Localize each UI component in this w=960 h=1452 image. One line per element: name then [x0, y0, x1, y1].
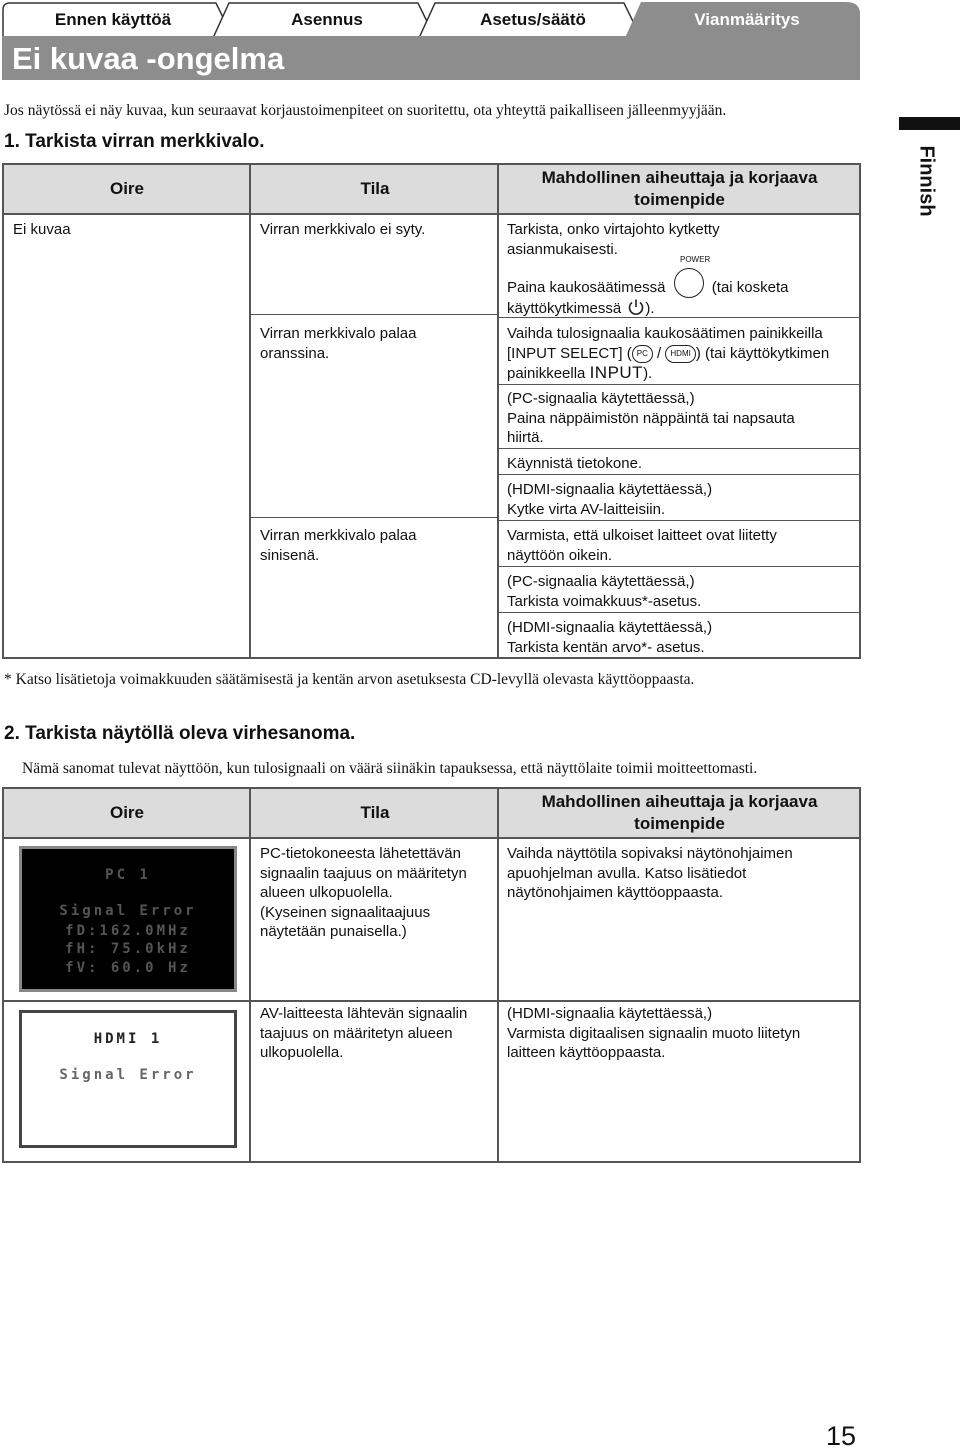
osd-line: fH: 75.0kHz	[65, 941, 191, 957]
status-cell-1: Virran merkkivalo ei syty.	[260, 221, 426, 238]
power-symbol-icon	[627, 298, 645, 316]
status-line: PC-tietokoneesta lähetettävän	[260, 845, 461, 862]
remedy-8	[507, 572, 701, 611]
status-cell-hdmi	[260, 1004, 467, 1063]
col-header-remedy-l1: Mahdollinen aiheuttaja ja korjaava	[541, 168, 818, 187]
remedy-text: Paina kaukosäätimessä	[507, 279, 666, 296]
col-header-oire: Oire	[109, 803, 145, 822]
status-cell-2	[260, 324, 416, 363]
tab-label: Asennus	[291, 10, 363, 29]
remedy-line: näyttöön oikein.	[507, 546, 613, 564]
remedy-text: ).	[643, 365, 653, 382]
remedy-text: /	[657, 344, 662, 362]
status-line: ulkopuolella.	[260, 1044, 344, 1061]
remedy-9	[507, 618, 712, 657]
input-key-icon: INPUT	[589, 363, 644, 382]
remedy-text: painikkeella	[507, 365, 586, 382]
remedy-line: (HDMI-signaalia käytettäessä,)	[507, 619, 713, 636]
section2-heading: 2. Tarkista näytöllä oleva virhesanoma.	[4, 723, 356, 744]
osd-line: Signal Error	[59, 1067, 197, 1083]
remedy-text: käyttökytkimessä	[507, 300, 622, 318]
remedy-line: Varmista digitaalisen signaalin muoto liitetyn	[507, 1024, 801, 1042]
col-header-remedy	[500, 789, 859, 837]
tab-asetus-saato[interactable]	[418, 2, 642, 38]
remedy-text: ) (tai käyttökytkimen	[695, 344, 830, 362]
tab-label: Vianmääritys	[694, 10, 800, 29]
tab-label: Asetus/säätö	[480, 10, 586, 29]
remedy-line	[507, 298, 788, 319]
side-language-label	[906, 136, 946, 226]
row-divider	[498, 612, 859, 613]
symptom-cell: Ei kuvaa	[13, 221, 71, 238]
col-divider	[497, 165, 499, 659]
tab-bar	[0, 0, 860, 40]
status-line: taajuus on määritetyn alueen	[260, 1024, 453, 1042]
row-divider	[498, 384, 859, 385]
remedy-line	[507, 344, 829, 364]
table-header	[4, 165, 859, 215]
status-line: oranssina.	[260, 344, 330, 362]
col-header-remedy-l2: toimenpide	[634, 190, 725, 209]
remedy-line: (HDMI-signaalia käytettäessä,)	[507, 1005, 713, 1022]
remedy-6	[507, 480, 712, 519]
osd-line: HDMI 1	[93, 1031, 163, 1047]
remedy-text: (tai kosketa	[711, 279, 789, 296]
remedy-line: (PC-signaalia käytettäessä,)	[507, 573, 695, 590]
table-header	[4, 789, 859, 839]
remedy-text: [INPUT SELECT] (	[507, 344, 632, 362]
status-line: AV-laitteesta lähtevän signaalin	[260, 1005, 468, 1022]
row-divider	[4, 1000, 859, 1002]
row-divider	[498, 317, 859, 318]
remedy-5: Käynnistä tietokone.	[507, 455, 643, 472]
osd-line: fD:162.0MHz	[65, 923, 191, 939]
footnote: * Katso lisätietoja voimakkuuden säätämisestä ja kentän arvon asetuksesta CD-levyllä olevasta käyttöoppaasta.	[4, 671, 695, 688]
col-divider	[249, 789, 251, 1163]
page-number: 15	[826, 1421, 857, 1451]
remedy-line: Vaihda tulosignaalia kaukosäätimen painikkeilla	[507, 325, 823, 342]
remedy-line: Paina näppäimistön näppäintä tai napsauta	[507, 409, 795, 427]
remedy-3	[507, 324, 829, 384]
status-line: näytetään punaisella.)	[260, 923, 407, 940]
col-header-remedy-l1: Mahdollinen aiheuttaja ja korjaava	[541, 792, 818, 811]
tab-vianmaaritys[interactable]	[624, 2, 860, 38]
col-header-tila: Tila	[360, 803, 390, 822]
col-header-remedy	[500, 165, 859, 213]
remedy-line: Tarkista, onko virtajohto kytketty	[507, 221, 720, 238]
remedy-line: (PC-signaalia käytettäessä,)	[507, 390, 695, 407]
remedy-line	[507, 278, 788, 298]
indicator-table	[2, 163, 861, 659]
remedy-line: laitteen käyttöoppaasta.	[507, 1044, 666, 1061]
remedy-2	[507, 278, 788, 319]
status-cell-3	[260, 526, 416, 565]
remedy-cell-hdmi	[507, 1004, 800, 1063]
remedy-line: asianmukaisesti.	[507, 240, 618, 258]
status-line: Virran merkkivalo palaa	[260, 325, 417, 342]
row-divider	[250, 517, 498, 518]
col-divider	[249, 165, 251, 659]
remedy-line: Tarkista kentän arvo*- asetus.	[507, 638, 705, 656]
row-divider	[498, 448, 859, 449]
pc-button-icon: PC	[632, 345, 653, 363]
status-line: signaalin taajuus on määritetyn	[260, 864, 467, 882]
tab-asennus[interactable]	[212, 2, 436, 38]
section2-intro: Nämä sanomat tulevat näyttöön, kun tulosignaali on väärä siinäkin tapauksessa, että näyttölaite toimii moitteettomasti.	[22, 760, 758, 777]
remedy-1	[507, 220, 720, 259]
remedy-7	[507, 526, 777, 565]
remedy-text: ).	[645, 300, 655, 318]
tab-label: Ennen käyttöä	[54, 10, 172, 29]
status-line: Virran merkkivalo palaa	[260, 527, 417, 544]
side-marker	[899, 117, 960, 130]
osd-pc-signal-error	[19, 846, 237, 992]
remedy-line: Varmista, että ulkoiset laitteet ovat liitetty	[507, 527, 777, 544]
status-line: sinisenä.	[260, 546, 320, 564]
error-message-table	[2, 787, 861, 1163]
section1-heading: 1. Tarkista virran merkkivalo.	[4, 131, 265, 152]
remedy-line: Tarkista voimakkuus*-asetus.	[507, 592, 702, 610]
osd-line: fV: 60.0 Hz	[65, 960, 191, 976]
tab-ennen-kayttoa[interactable]	[2, 2, 234, 38]
page-title: Ei kuvaa -ongelma	[12, 41, 285, 76]
col-header-remedy-l2: toimenpide	[634, 814, 725, 833]
row-divider	[498, 520, 859, 521]
col-divider	[497, 789, 499, 1163]
osd-line: Signal Error	[59, 903, 197, 919]
remedy-line: Kytke virta AV-laitteisiin.	[507, 500, 666, 518]
remedy-line: näytönohjaimen käyttöoppaasta.	[507, 884, 723, 901]
hdmi-button-icon: HDMI	[665, 345, 695, 363]
col-header-tila: Tila	[360, 179, 390, 198]
osd-hdmi-signal-error	[19, 1010, 237, 1148]
remedy-cell-pc	[507, 844, 793, 903]
osd-line: PC 1	[105, 867, 151, 883]
col-header-oire: Oire	[109, 179, 145, 198]
row-divider	[498, 566, 859, 567]
side-label-text: Finnish	[915, 145, 938, 217]
remedy-line: apuohjelman avulla. Katso lisätiedot	[507, 864, 747, 882]
row-divider	[498, 474, 859, 475]
remedy-line: (HDMI-signaalia käytettäessä,)	[507, 481, 713, 498]
power-button-label: POWER	[680, 255, 711, 264]
power-button-icon	[674, 268, 704, 298]
remedy-line	[507, 363, 829, 384]
status-cell-pc	[260, 844, 467, 942]
status-line: alueen ulkopuolella.	[260, 884, 393, 901]
row-divider	[250, 314, 498, 315]
remedy-line: Vaihda näyttötila sopivaksi näytönohjaimen	[507, 845, 793, 862]
intro-text: Jos näytössä ei näy kuvaa, kun seuraavat korjaustoimenpiteet on suoritettu, ota yhteyttä paikalliseen jälleenmyyjään.	[4, 102, 727, 119]
status-line: (Kyseinen signaalitaajuus	[260, 903, 431, 921]
remedy-line: hiirtä.	[507, 429, 544, 446]
remedy-4	[507, 389, 795, 448]
